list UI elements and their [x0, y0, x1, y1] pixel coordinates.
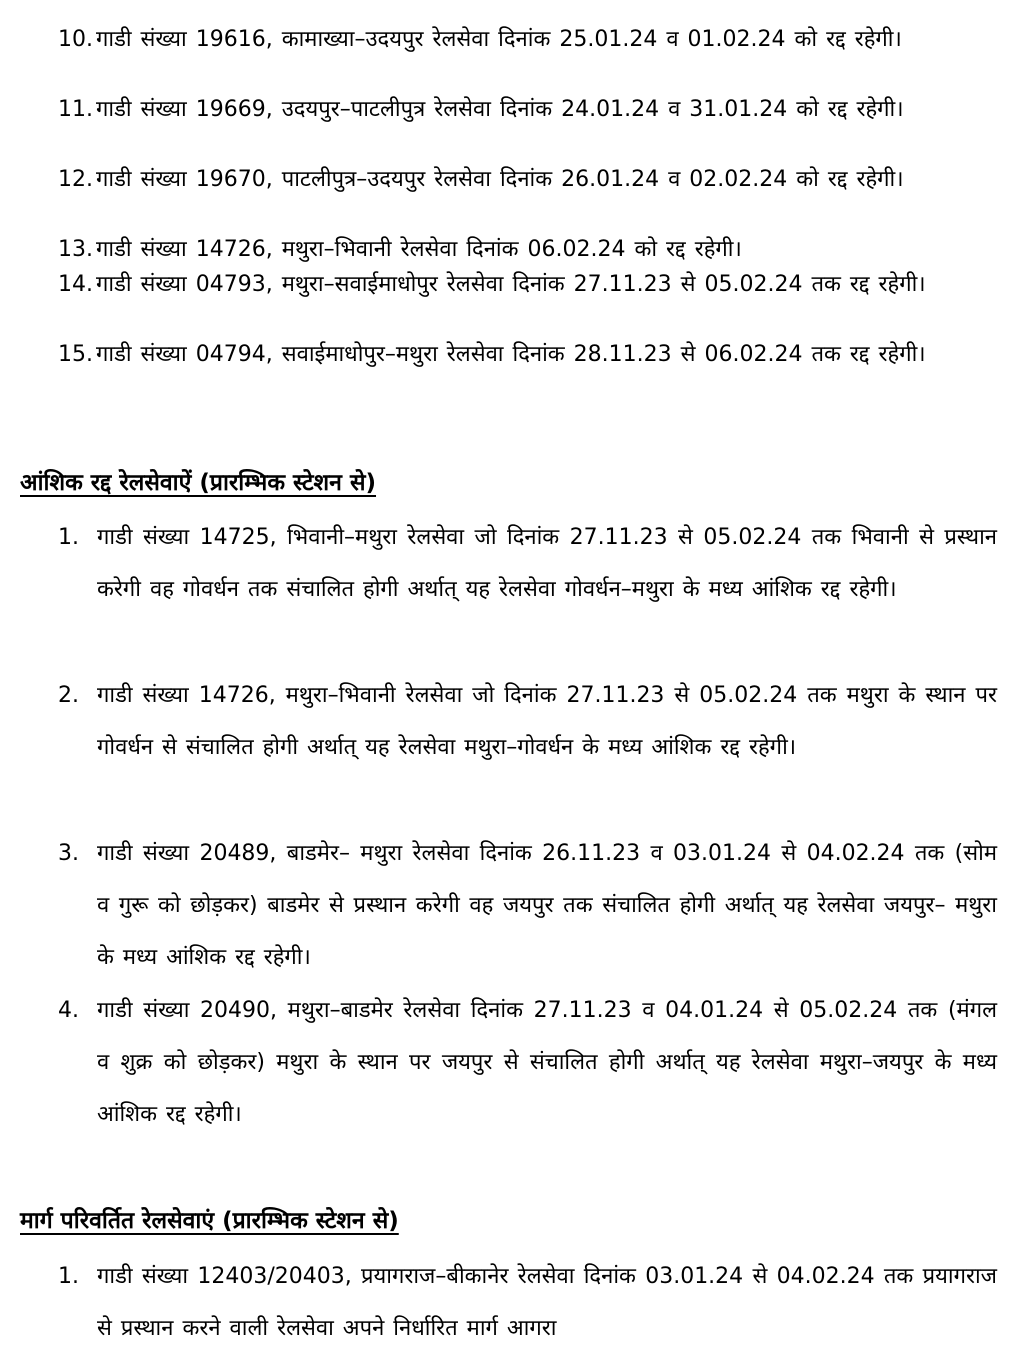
item-number: 3.	[58, 841, 79, 866]
item-text: गाडी संख्या 14725, भिवानी–मथुरा रेलसेवा जो दिनांक 27.11.23 से 05.02.24 तक भिवानी से प्रस्थान करेगी वह गोवर्धन तक संचालित होगी अर्थात् यह रेलसेवा गोवर्धन–मथुरा के मध्य आंशिक रद्द रहेगी।	[97, 525, 997, 602]
partial-cancel-heading: आंशिक रद्द रेलसेवाऐं (प्रारम्भिक स्टेशन से)	[20, 470, 377, 496]
item-number: 12.	[58, 167, 93, 192]
item-number: 1.	[58, 525, 79, 550]
diverted-heading: मार्ग परिवर्तित रेलसेवाएं (प्रारम्भिक स्टेशन से)	[20, 1208, 399, 1234]
item-text: गाडी संख्या 04794, सवाईमाधोपुर–मथुरा रेलसेवा दिनांक 28.11.23 से 06.02.24 तक रद्द रहेगी।	[96, 342, 926, 367]
item-number: 13.	[58, 237, 93, 262]
item-text: गाडी संख्या 19669, उदयपुर–पाटलीपुत्र रेलसेवा दिनांक 24.01.24 व 31.01.24 को रद्द रहेगी।	[96, 97, 904, 122]
item-text: गाडी संख्या 20490, मथुरा–बाडमेर रेलसेवा दिनांक 27.11.23 व 04.01.24 से 05.02.24 तक (मंगल व शुक्र को छोड़कर) मथुरा के स्थान पर जयपुर से संचालित होगी अर्थात् यह रेलसेवा मथुरा–जयपुर के मध्य आंशिक रद्द रहेगी।	[97, 998, 997, 1127]
item-number: 4.	[58, 998, 79, 1023]
item-text: गाडी संख्या 19616, कामाख्या–उदयपुर रेलसेवा दिनांक 25.01.24 व 01.02.24 को रद्द रहेगी।	[96, 27, 902, 52]
item-number: 1.	[58, 1264, 79, 1289]
item-number: 14.	[58, 272, 93, 297]
item-number: 15.	[58, 342, 93, 367]
item-number: 2.	[58, 683, 79, 708]
item-text: गाडी संख्या 14726, मथुरा–भिवानी रेलसेवा जो दिनांक 27.11.23 से 05.02.24 तक मथुरा के स्थान पर गोवर्धन से संचालित होगी अर्थात् यह रेलसेवा मथुरा–गोवर्धन के मध्य आंशिक रद्द रहेगी।	[97, 683, 997, 760]
item-text: गाडी संख्या 14726, मथुरा–भिवानी रेलसेवा दिनांक 06.02.24 को रद्द रहेगी।	[96, 237, 742, 262]
item-text: गाडी संख्या 19670, पाटलीपुत्र–उदयपुर रेलसेवा दिनांक 26.01.24 व 02.02.24 को रद्द रहेगी।	[96, 167, 904, 192]
item-text: गाडी संख्या 12403/20403, प्रयागराज–बीकानेर रेलसेवा दिनांक 03.01.24 से 04.02.24 तक प्रयागराज से प्रस्थान करने वाली रेलसेवा अपने निर्धारित मार्ग आगरा	[97, 1264, 997, 1341]
item-text: गाडी संख्या 04793, मथुरा–सवाईमाधोपुर रेलसेवा दिनांक 27.11.23 से 05.02.24 तक रद्द रहेगी।	[96, 272, 926, 297]
item-text: गाडी संख्या 20489, बाडमेर– मथुरा रेलसेवा दिनांक 26.11.23 व 03.01.24 से 04.02.24 तक (सोम व गुरू को छोड़कर) बाडमेर से प्रस्थान करेगी वह जयपुर तक संचालित होगी अर्थात् यह रेलसेवा जयपुर– मथुरा के मध्य आंशिक रद्द रहेगी।	[97, 841, 997, 970]
item-number: 10.	[58, 27, 93, 52]
item-number: 11.	[58, 97, 93, 122]
